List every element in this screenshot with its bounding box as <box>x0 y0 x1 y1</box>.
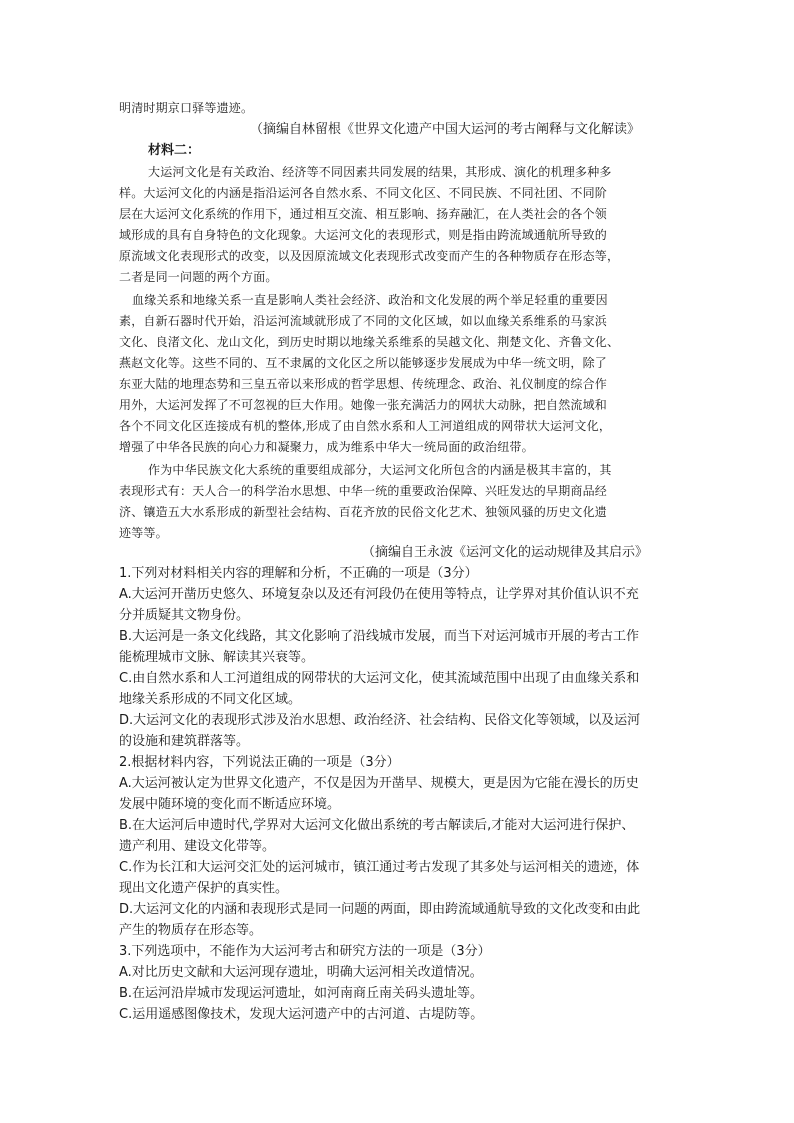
paragraph-line: 燕赵文化等。这些不同的、互不隶属的文化区之所以能够逐步发展成为中华一统文明，除了 <box>119 356 608 370</box>
question-option: D.大运河文化的内涵和表现形式是同一问题的两面，即由跨流域通航导致的文化改变和由此 <box>119 902 641 917</box>
material-2-heading: 材料二： <box>148 143 201 158</box>
paragraph-line: 血缘关系和地缘关系一直是影响人类社会经济、政治和文化发展的两个举足轻重的重要因 <box>132 293 608 307</box>
source-citation-2: （摘编自王永波《运河文化的运动规律及其启示》 <box>362 545 649 560</box>
question-2-stem: 2.根据材料内容，下列说法正确的一项是（3分） <box>119 755 400 770</box>
question-option: 产生的物质存在形态等。 <box>119 923 263 938</box>
question-option: 地缘关系形成的不同文化区域。 <box>119 692 302 707</box>
question-option: 能梳理城市文脉、解读其兴衰等。 <box>119 650 315 665</box>
paragraph-line: 域形成的具有自身特色的文化现象。大运河文化的表现形式，则是指由跨流域通航所导致的 <box>119 228 608 242</box>
source-citation-1: （摘编自林留根《世界文化遗产中国大运河的考古阐释与文化解读》 <box>250 122 641 137</box>
question-option: D.大运河文化的表现形式涉及治水思想、政治经济、社会结构、民俗文化等领域，以及运河 <box>119 713 641 728</box>
question-option: A.对比历史文献和大运河现存遗址，明确大运河相关改道情况。 <box>119 965 483 980</box>
paragraph-line: 表现形式有：天人合一的科学治水思想、中华一统的重要政治保障、兴旺发达的早期商品经 <box>119 484 608 498</box>
question-1-stem: 1.下列对材料相关内容的理解和分析，不正确的一项是（3分） <box>119 566 478 581</box>
paragraph-line: 文化、良渚文化、龙山文化，到历史时期以地缘关系维系的吴越文化、荆楚文化、齐鲁文化、 <box>119 335 620 349</box>
paragraph-line: 二者是同一问题的两个方面。 <box>119 270 278 284</box>
question-3-stem: 3.下列选项中，不能作为大运河考古和研究方法的一项是（3分） <box>119 944 491 959</box>
paragraph-line: 迹等等。 <box>119 526 168 540</box>
paragraph-line: 各个不同文化区连接成有机的整体,形成了由自然水系和人工河道组成的网带状大运河文化， <box>119 419 612 433</box>
question-option: C.运用遥感图像技术，发现大运河遗产中的古河道、古堤防等。 <box>119 1007 484 1022</box>
paragraph-line: 样。大运河文化的内涵是指沿运河各自然水系、不同文化区、不同民族、不同社团、不同阶 <box>119 186 608 200</box>
top-line: 明清时期京口驿等遗迹。 <box>119 101 254 115</box>
paragraph-line: 素，自新石器时代开始，沿运河流域就形成了不同的文化区域，如以血缘关系维系的马家浜 <box>119 314 608 328</box>
question-option: B.大运河是一条文化线路，其文化影响了沿线城市发展，而当下对运河城市开展的考古工作 <box>119 629 640 644</box>
paragraph-line: 作为中华民族文化大系统的重要组成部分，大运河文化所包含的内涵是极其丰富的，其 <box>148 463 612 477</box>
paragraph-line: 大运河文化是有关政治、经济等不同因素共同发展的结果，其形成、演化的机理多种多 <box>148 165 612 179</box>
question-option: B.在运河沿岸城市发现运河遗址，如河南商丘南关码头遗址等。 <box>119 986 484 1001</box>
question-option: 分并质疑其文物身份。 <box>119 608 250 623</box>
question-option: 遗产利用、建设文化带等。 <box>119 839 276 854</box>
question-option: C.作为长江和大运河交汇处的运河城市，镇江通过考古发现了其多处与运河相关的遗迹，体 <box>119 860 640 875</box>
paragraph-line: 增强了中华各民族的向心力和凝聚力，成为维系中华大一统局面的政治纽带。 <box>119 440 534 454</box>
question-option: 发展中随环境的变化而不断适应环境。 <box>119 797 341 812</box>
paragraph-line: 济、镶造五大水系形成的新型社会结构、百花齐放的民俗文化艺术、独领风骚的历史文化遗 <box>119 505 608 519</box>
question-option: A.大运河开凿历史悠久、环境复杂以及还有河段仍在使用等特点，让学界对其价值认识不充 <box>119 587 639 602</box>
paragraph-line: 东亚大陆的地理态势和三皇五帝以来形成的哲学思想、传统理念、政治、礼仪制度的综合作 <box>119 377 608 391</box>
paragraph-line: 层在大运河文化系统的作用下，通过相互交流、相互影响、扬弃融汇，在人类社会的各个领 <box>119 207 608 221</box>
question-option: B.在大运河后申遗时代,学界对大运河文化做出系统的考古解读后,才能对大运河进行保护、 <box>119 818 635 833</box>
paragraph-line: 原流域文化表现形式的改变，以及因原流域文化表现形式改变而产生的各种物质存在形态等， <box>119 249 620 263</box>
question-option: A.大运河被认定为世界文化遗产，不仅是因为开凿早、规模大，更是因为它能在漫长的历史 <box>119 776 639 791</box>
question-option: C.由自然水系和人工河道组成的网带状的大运河文化，使其流域范围中出现了由血缘关系和 <box>119 671 640 686</box>
question-option: 的设施和建筑群落等。 <box>119 734 250 749</box>
paragraph-line: 用外，大运河发挥了不可忽视的巨大作用。她像一张充满活力的网状大动脉，把自然流域和 <box>119 398 608 412</box>
question-option: 现出文化遗产保护的真实性。 <box>119 881 289 896</box>
